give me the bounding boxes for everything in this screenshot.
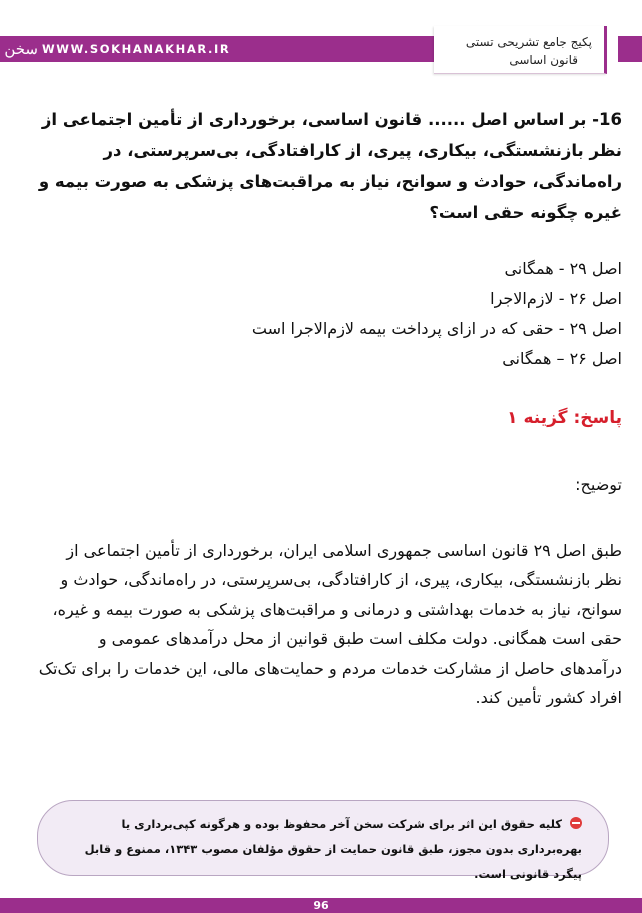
copyright-notice — [37, 800, 609, 881]
site-url: WWW.SOKHANAKHAR.IR — [42, 42, 231, 56]
answer-heading: پاسخ: گزینه ۱ — [507, 408, 622, 428]
option-3: اصل ۲۹ - حقی که در ازای پرداخت بیمه لازم‌الاجرا است — [251, 319, 622, 338]
book-title-box — [434, 26, 607, 74]
question-text: 16- بر اساس اصل ...... قانون اساسی، برخورداری از تأمین اجتماعی از نظر بازنشستگی، بیکاری، پیری، از کارافتادگی، بی‌سرپرستی، در راه‌ماندگی، حوادث و سوانح، نیاز به مراقبت‌های پزشکی به صورت بیمه و غیره چگونه حقی است؟ — [38, 110, 622, 222]
option-1: اصل ۲۹ - همگانی — [504, 259, 622, 278]
explanation-text: طبق اصل ۲۹ قانون اساسی جمهوری اسلامی ایران، برخورداری از تأمین اجتماعی از نظر بازنشستگی، بیکاری، پیری، از کارافتادگی، بی‌سرپرستی، در راه‌ماندگی، حوادث و سوانح، نیاز به خدمات بهداشتی و درمانی و مراقبت‌های پزشکی به صورت بیمه و غیره، حقی است همگانی. دولت مکلف است طبق قوانین از محل درآمدهای عمومی و درآمدهای حاصل از مشارکت خدمات مردم و حمایت‌های مالی، این خدمات را برای تک‌تک افراد کشور تأمین کند. — [38, 541, 622, 708]
page-footer — [0, 898, 642, 913]
book-subtitle: قانون اساسی — [509, 53, 578, 67]
copyright-text: کلیه حقوق این اثر برای شرکت سخن آخر محفوظ بوده و هرگونه کپی‌برداری یا بهره‌برداری بدون مجوز، طبق قانون حمایت از حقوق مؤلفان مصوب ۱۳۴۳، ممنوع و قابل پیگرد قانونی است. — [84, 817, 582, 881]
no-entry-icon — [570, 817, 582, 829]
book-title: پکیج جامع تشریحی تستی — [465, 35, 592, 49]
explanation-label: توضیح: — [575, 475, 622, 494]
option-4: اصل ۲۶ – همگانی — [502, 349, 622, 368]
page-header — [0, 0, 642, 75]
answer-options — [38, 254, 622, 374]
option-2: اصل ۲۶ - لازم‌الاجرا — [490, 289, 622, 308]
page-number: 96 — [313, 899, 329, 912]
logo: سخن — [4, 40, 38, 58]
